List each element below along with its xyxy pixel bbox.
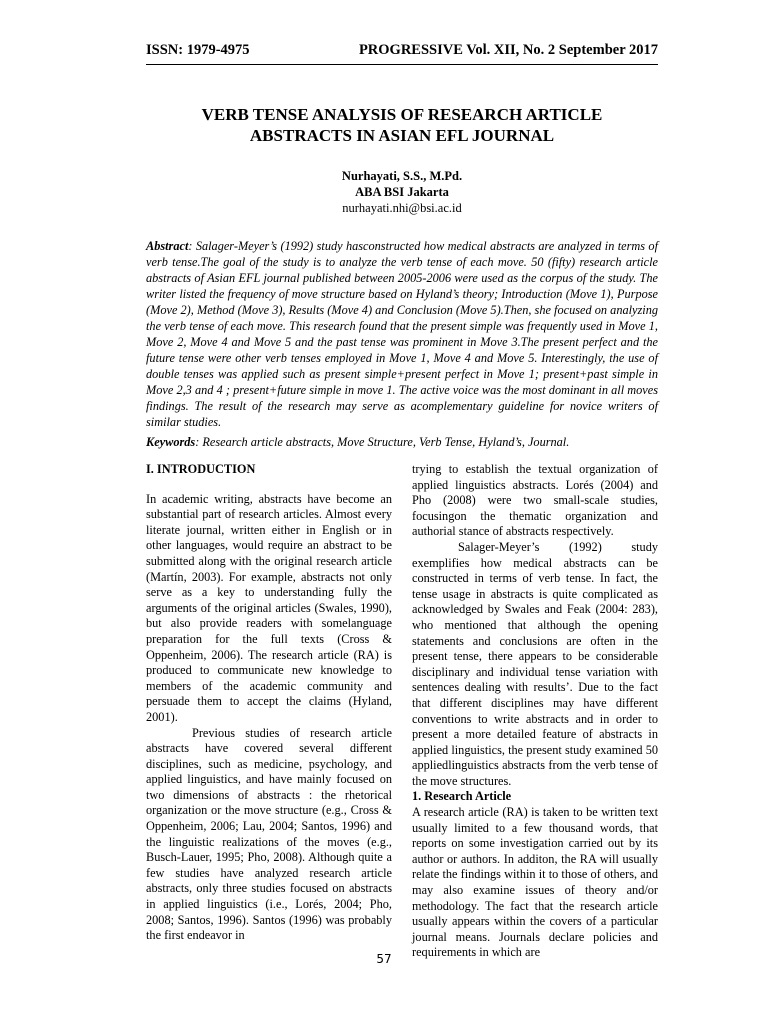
author-email: nurhayati.nhi@bsi.ac.id — [342, 201, 462, 215]
author-name: Nurhayati, S.S., M.Pd. — [341, 169, 463, 183]
keywords-label: Keywords — [146, 435, 196, 449]
abstract-label: Abstract — [146, 239, 189, 253]
paragraph: A research article (RA) is taken to be written text usually limited to a few thousand words, that reports on some investigation carried out by its author or authors. In additon, the RA will usually relate the findings within it to those of others, and may also examine issues of theory and/or methodology. The fact that the research article usually appears within the covers of a particular journal means. Journals declare policies and requirements in which are — [412, 805, 658, 960]
title-line-2: ABSTRACTS IN ASIAN EFL JOURNAL — [249, 126, 555, 145]
abstract-text: : Salager-Meyer’s (1992) study hasconstructed how medical abstracts are analyzed in terms of verb tense.The goal of the study is to analyze the verb tense of each move. 50 (fifty) research article abstracts of Asian EFL journal published between 2005-2006 were used as the corpus of the study. The writer listed the frequency of move structure based on Hyland’s theory; Introduction (Move 1), Purpose (Move 2), Method (Move 3), Results (Move 4) and Conclusion (Move 5).Then, she focused on analyzing the verb tense of each move. This research found that the present simple was frequently used in Move 1, Move 2, Move 4 and Move 5 and the past tense was prominent in Move 3.The present perfect and the future tense were other verb tenses employed in Move 1, Move 4 and Move 5. Interestingly, the use of double tenses was applied such as present simple+present perfect in Move 1; present+past simple in Move 2,3 and 4 ; present+future simple in move 1. The active voice was the most dominant in all moves findings. The result of the research may serve as acomplementary guideline for novice writers of similar studies. — [146, 239, 658, 429]
header-rule — [146, 64, 658, 65]
paragraph: Previous studies of research article abstracts have covered several different disciplines, such as medicine, psychology, and applied linguistics, and have mainly focused on two dimensions of abstracts : the rhetorical organization or the move structure (e.g., Cross & Oppenheim, 2006; Lau, 2004; Santos, 1996) and the linguistic realizations of the moves (e.g., Busch-Lauer, 1995; Pho, 2008). Although quite a few studies have analyzed research article abstracts, only three studies focused on abstracts in applied linguistics (i.e., Lorés, 2004; Pho, 2008; Santos, 1996). Santos (1996) was probably the first endeavor in — [146, 725, 392, 943]
author-block — [146, 168, 658, 216]
title-line-1: VERB TENSE ANALYSIS OF RESEARCH ARTICLE — [201, 105, 603, 124]
keywords-text: : Research article abstracts, Move Structure, Verb Tense, Hyland’s, Journal. — [195, 435, 570, 449]
subsection-heading: 1. Research Article — [412, 789, 512, 804]
issn: ISSN: 1979-4975 — [146, 42, 250, 58]
page-number: 57 — [376, 952, 392, 966]
author-affiliation: ABA BSI Jakarta — [355, 185, 449, 199]
left-column — [146, 462, 392, 944]
paper-title — [146, 104, 658, 146]
abstract — [146, 238, 658, 430]
right-column — [412, 462, 658, 961]
section-heading: I. INTRODUCTION — [146, 462, 256, 476]
journal-info: PROGRESSIVE Vol. XII, No. 2 September 2017 — [358, 42, 658, 58]
paragraph: In academic writing, abstracts have become an substantial part of research articles. Almost every literate journal, written either in English or in other languages, would require an abstract to be submitted along with the original research article (Martín, 2003). For example, abstracts not only serve as a key to understanding fully the arguments of the original articles (Swales, 1990), but also provide readers with somelanguage preparation for the full texts (Cross & Oppenheim, 2006). The research article (RA) is produced to communicate new knowledge to members of the academic community and persuade them to accept the claims (Hyland, 2001). — [146, 491, 392, 724]
paragraph: Salager-Meyer’s (1992) study exemplifies how medical abstracts can be constructed in terms of verb tense. In fact, the tense usage in abstracts is quite complicated as acknowledged by Swales and Feak (2004: 283), who mentioned that although the opening statements and conclusions are often in the present tense, there appears to be considerable disciplinary and individual tense variation with sentences dealing with results’. Due to the fact that different disciplines may have different conventions to write abstracts and in order to present a more detailed feature of abstracts in applied linguistics, the present study examined 50 appliedlinguistics abstracts from the verb tense of the move structures. — [412, 539, 658, 788]
keywords — [146, 434, 658, 450]
paragraph: trying to establish the textual organization of applied linguistics abstracts. Lorés (2004) and Pho (2008) were two small-scale studies, focusingon the thematic organization and authorial stance of abstracts respectively. — [412, 462, 658, 539]
running-header — [146, 42, 658, 64]
